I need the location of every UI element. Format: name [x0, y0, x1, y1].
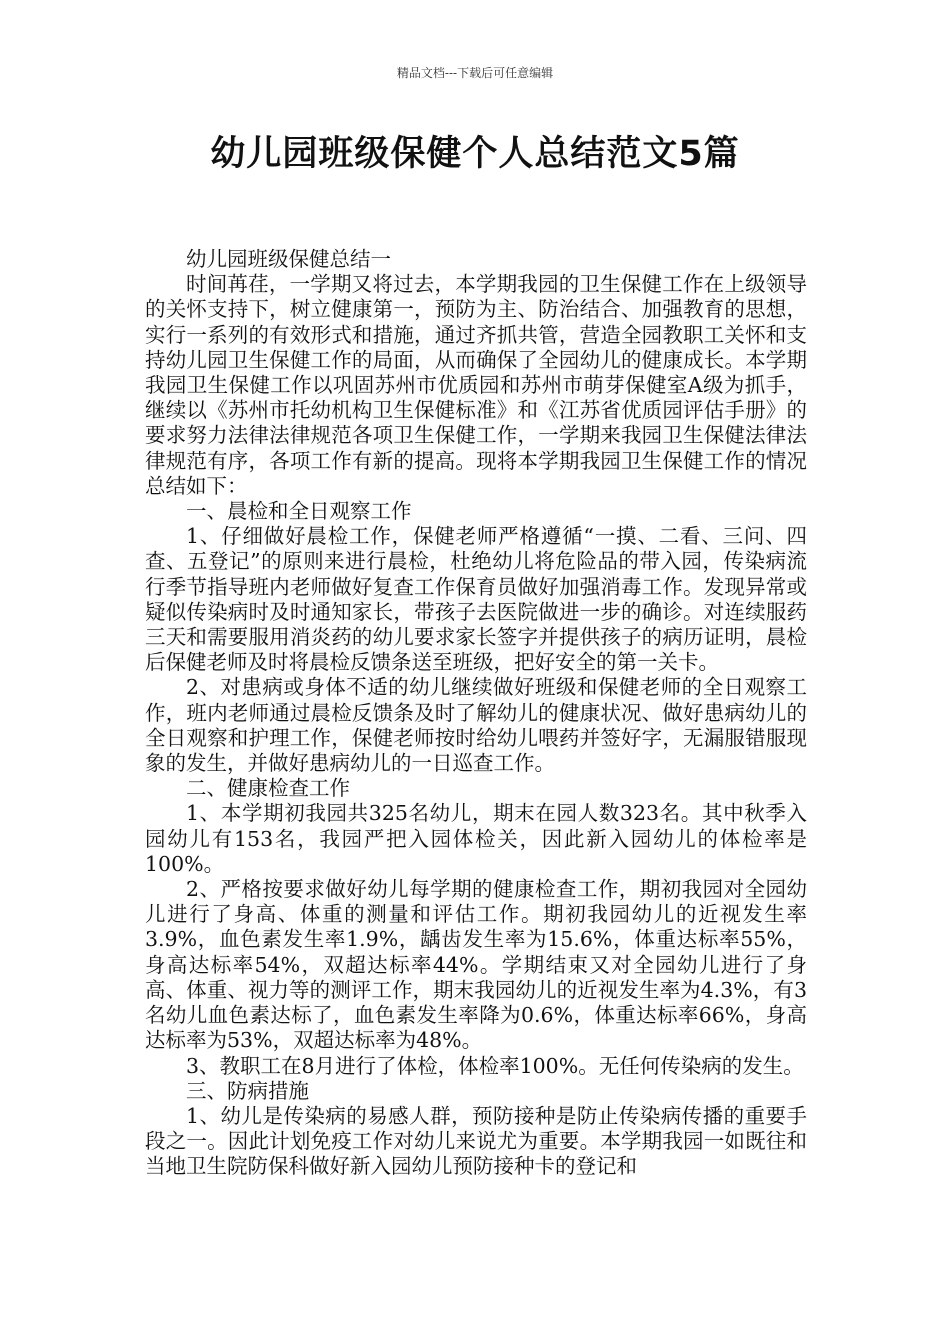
document-body: [145, 247, 807, 1180]
paragraph: 3、教职工在8月进行了体检，体检率100%。无任何传染病的发生。: [186, 1053, 804, 1078]
section-heading: 幼儿园班级保健总结一: [186, 247, 391, 271]
paragraph: 1、本学期初我园共325名幼儿，期末在园人数323名。其中秋季入园幼儿有153名，我园严把入园体检关，因此新入园幼儿的体检率是100%。: [145, 801, 807, 876]
document-title: 幼儿园班级保健个人总结范文5篇: [210, 134, 740, 174]
section-heading: 一、晨检和全日观察工作: [186, 499, 412, 524]
paragraph: 2、严格按要求做好幼儿每学期的健康检查工作，期初我园对全园幼儿进行了身高、体重的测量和评估工作。期初我园幼儿的近视发生率3.9%，血色素发生率1.9%，龋齿发生率为15.6%，体重达标率55%，身高达标率54%，双超达标率44%。学期结束又对全园幼儿进行了身高、体重、视力等的测评工作，期末我园幼儿的近视发生率为4.3%，有3名幼儿血色素达标了，血色素发生率降为0.6%，体重达标率66%，身高达标率为53%，双超达标率为48%。: [145, 877, 807, 1053]
paragraph: 1、仔细做好晨检工作，保健老师严格遵循“一摸、二看、三问、四查、五登记”的原则来进行晨检，杜绝幼儿将危险品的带入园，传染病流行季节指导班内老师做好复查工作保育员做好加强消毒工作。发现异常或疑似传染病时及时通知家长，带孩子去医院做进一步的确诊。对连续服药三天和需要服用消炎药的幼儿要求家长签字并提供孩子的病历证明，晨检后保健老师及时将晨检反馈条送至班级，把好安全的第一关卡。: [145, 524, 807, 675]
paragraph: 1、幼儿是传染病的易感人群，预防接种是防止传染病传播的重要手段之一。因此计划免疫工作对幼儿来说尤为重要。本学期我园一如既往和当地卫生院防保科做好新入园幼儿预防接种卡的登记和: [145, 1103, 807, 1179]
section-heading: 二、健康检查工作: [186, 776, 350, 801]
paragraph: 时间苒荏，一学期又将过去，本学期我园的卫生保健工作在上级领导的关怀支持下，树立健康第一，预防为主、防治结合、加强教育的思想，实行一系列的有效形式和措施，通过齐抓共管，营造全园教职工关怀和支持幼儿园卫生保健工作的局面，从而确保了全园幼儿的健康成长。本学期我园卫生保健工作以巩固苏州市优质园和苏州市萌芽保健室A级为抓手，继续以《苏州市托幼机构卫生保健标准》和《江苏省优质园评估手册》的要求努力法律法律规范各项卫生保健工作，一学期来我园卫生保健法律法律规范有序，各项工作有新的提高。现将本学期我园卫生保健工作的情况总结如下：: [145, 272, 807, 498]
header-note: 精品文档---下载后可任意编辑: [396, 66, 554, 80]
paragraph: 2、对患病或身体不适的幼儿继续做好班级和保健老师的全日观察工作，班内老师通过晨检反馈条及时了解幼儿的健康状况、做好患病幼儿的全日观察和护理工作，保健老师按时给幼儿喂药并签好字，无漏服错服现象的发生，并做好患病幼儿的一日巡查工作。: [145, 675, 807, 776]
section-heading: 三、防病措施: [186, 1078, 309, 1103]
